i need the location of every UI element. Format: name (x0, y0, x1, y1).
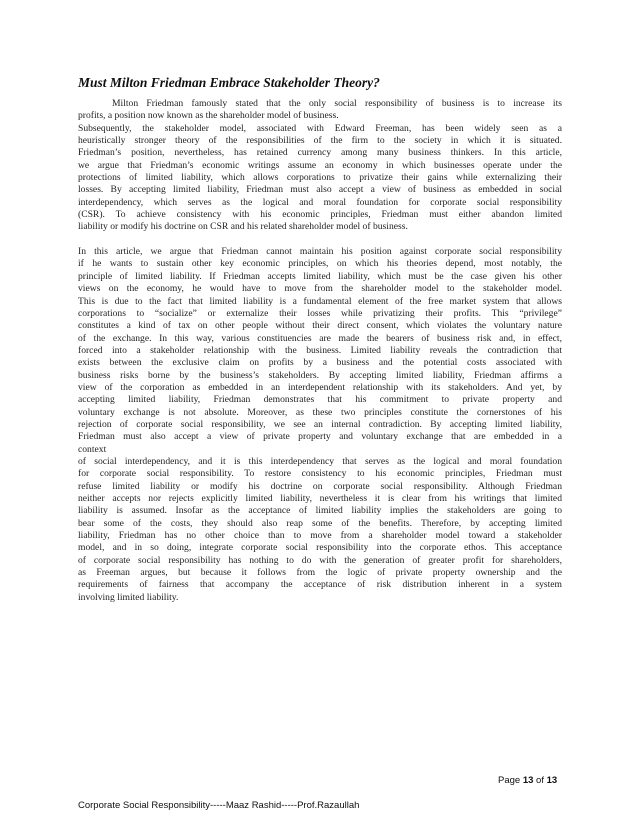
text-line: principle of limited liability. If Friedman accepts limited liability, which must be the case given his other (78, 270, 562, 282)
text-line: profits, a position now known as the shareholder model of business. (78, 110, 339, 122)
text-line: liability, Friedman has no other choice than to move from a shareholder model toward a stakeholder (78, 530, 562, 542)
text-line: rejection of corporate social responsibility, we see an internal contradiction. By accepting limited liability, (78, 418, 562, 430)
text-line: if he wants to sustain other key economic principles, on which his theories depend, most notably, the (78, 258, 562, 270)
current-page: 13 (522, 775, 534, 786)
text-line: Subsequently, the stakeholder model, associated with Edward Freeman, has been widely seen as a (78, 122, 562, 134)
text-line: of the exchange. In this way, various constituencies are made the bearers of business risk and, in effect, (78, 332, 562, 344)
text-line: of corporate social responsibility has nothing to do with the generation of greater profit for shareholders, (78, 554, 562, 566)
text-line: involving limited liability. (78, 591, 179, 603)
text-line: exists between the exclusive claim on profits by a business and the potential costs associated with (78, 357, 562, 369)
text-line: for corporate social responsibility. To restore consistency to his economic principles, Friedman must (78, 468, 562, 480)
text-line: Friedman must also accept a view of private property and voluntary exchange that are embedded in a (78, 431, 562, 443)
text-line: of social interdependency, and it is this interdependency that serves as the logical and moral foundation (78, 455, 562, 467)
text-line: In this article, we argue that Friedman cannot maintain his position against corporate social responsibility (78, 246, 562, 258)
text-line: forced into a stakeholder relationship with the business. Limited liability reveals the contradiction that (78, 344, 562, 356)
text-line: Friedman’s position, nevertheless, has retained currency among many business thinkers. In this article, (78, 147, 562, 159)
text-line: bear some of the costs, they should also reap some of the benefits. Therefore, by accepting limited (78, 517, 562, 529)
text-line: business risks borne by the business’s stakeholders. By accepting limited liability, Friedman affirms a (78, 369, 562, 381)
text-line: losses. By accepting limited liability, Friedman must also accept a view of business as embedded in social (78, 184, 562, 196)
text-line: accepting limited liability, Friedman demonstrates that his commitment to private property and (78, 394, 562, 406)
text-line: context (78, 443, 107, 455)
document-body (78, 98, 562, 604)
text-line: neither accepts nor rejects explicitly limited liability, nevertheless it is clear from his writings that limited (78, 493, 562, 504)
text-line: corporations to “socialize” or externalize their losses while privatizing their profits. This “privilege” (78, 307, 562, 319)
page-separator: of (536, 775, 544, 786)
text-line: constitutes a kind of tax on other people without their direct consent, which violates the voluntary nature (78, 320, 562, 332)
paragraph-gap (78, 234, 562, 246)
text-line: requirements of fairness that accompany the acceptance of risk distribution inherent in a system (78, 579, 562, 591)
text-line: liability is assumed. Insofar as the acceptance of limited liability implies the stakeholders are going to (78, 505, 562, 517)
paragraph-argument (78, 246, 562, 604)
text-line: liability or modify his doctrine on CSR and his related shareholder model of business. (78, 221, 408, 233)
page-label: Page (498, 775, 521, 786)
text-line: heuristically stronger theory of the responsibilities of the firm to the society in which it is situated. (78, 135, 562, 147)
text-line: Milton Friedman famously stated that the only social responsibility of business is to increase its (112, 98, 562, 109)
text-line: (CSR). To achieve consistency with his economic principles, Friedman must either abandon limited (78, 209, 562, 221)
text-line: interdependency, which serves as the logical and moral foundation for corporate social responsibility (78, 196, 562, 208)
text-line: protections of limited liability, which allows corporations to privatize their gains while externalizing their (78, 172, 562, 184)
text-line: voluntary exchange is not absolute. Moreover, as these two principles constitute the cornerstones of his (78, 406, 562, 418)
document-title: Must Milton Friedman Embrace Stakeholder Theory? (78, 75, 380, 90)
page-footer: Corporate Social Responsibility-----Maaz Rashid-----Prof.Razaullah (78, 800, 360, 811)
text-line: refuse limited liability or modify his doctrine on corporate social responsibility. Although Friedman (78, 480, 562, 492)
total-pages: 13 (546, 775, 558, 786)
text-line: we argue that Friedman’s economic writings assume an economy in which businesses operate under the (78, 159, 562, 171)
text-line: views on the economy, he would have to move from the shareholder model to the stakeholder model. (78, 283, 562, 295)
text-line: model, and in so doing, integrate corporate social responsibility into the corporate ethos. This acceptance (78, 542, 562, 554)
text-line: view of the corporation as embedded in an interdependent relationship with its stakeholders. And yet, by (78, 381, 562, 393)
paragraph-abstract (78, 98, 562, 234)
text-line: as Freeman argues, but because it follows from the logic of private property ownership and the (78, 567, 562, 579)
page-number (498, 775, 578, 787)
text-line: This is due to the fact that limited liability is a fundamental element of the free market system that allows (78, 295, 562, 307)
